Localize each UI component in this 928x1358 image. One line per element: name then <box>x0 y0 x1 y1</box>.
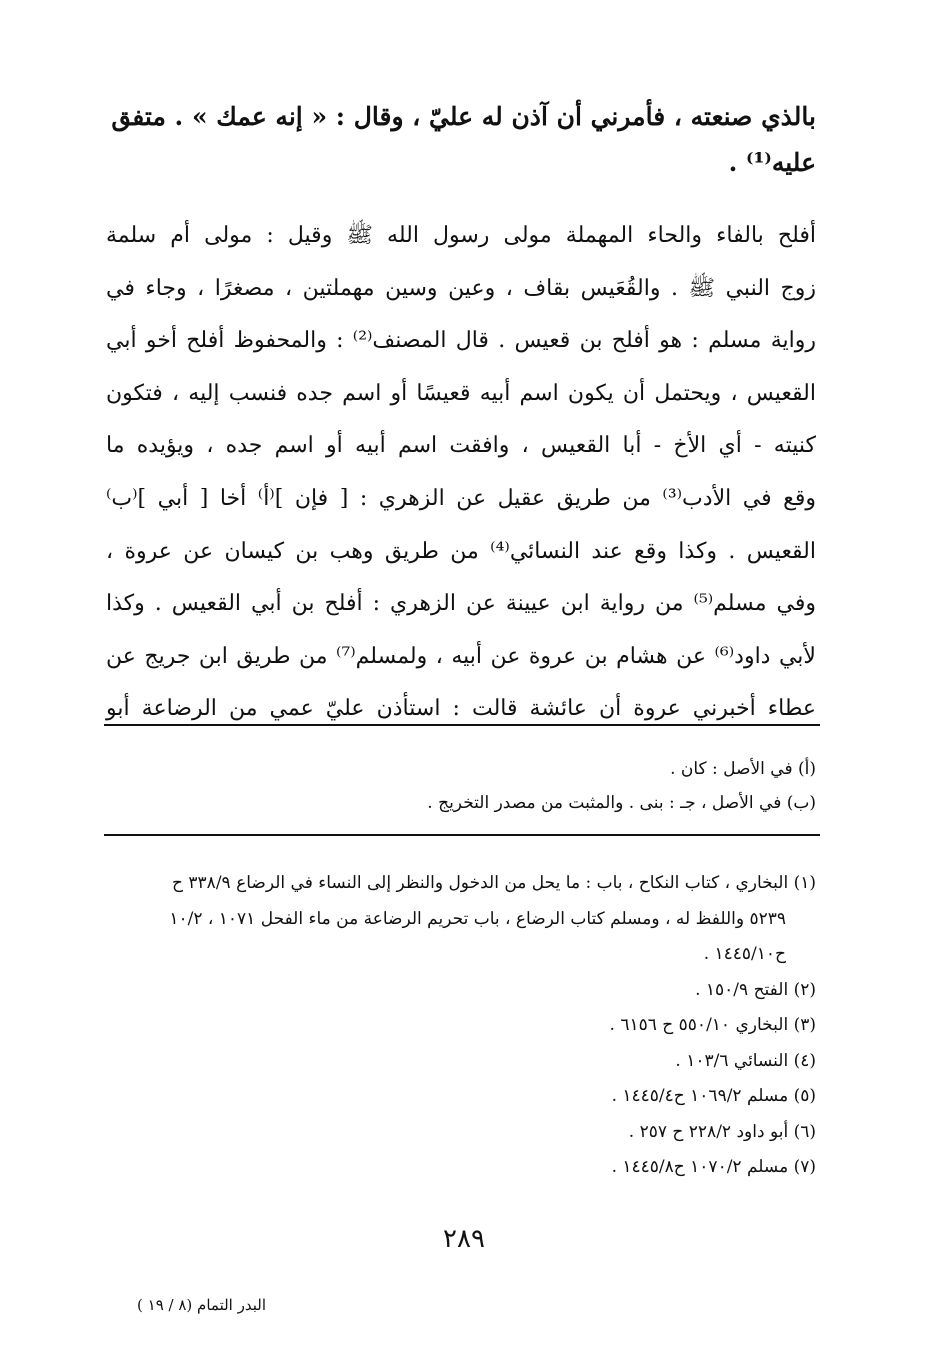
page-number: ٢٨٩ <box>443 1224 485 1254</box>
footnote: (٦) أبو داود ٢٢٨/٢ ح ٢٥٧ . <box>628 1121 816 1142</box>
body-line: القعيس ، ويحتمل أن يكون اسم أبيه قعيسًا أو اسم جده فنسب إليه ، فتكون <box>106 380 816 406</box>
body-line: رواية مسلم : هو أفلح بن قعيس . قال المصنف⁽²⁾ : والمحفوظ أفلح أخو أبي <box>106 328 816 354</box>
body-line: أفلح بالفاء والحاء المهملة مولى رسول الله ﷺ وقيل : مولى أم سلمة <box>106 223 816 248</box>
body-line: كنيته - أي الأخ - أبا القعيس ، وافقت اسم أبيه أو اسم جده ، ويؤيده ما <box>106 433 816 459</box>
footnote-continuation: ح١٤٤٥/١٠ . <box>703 944 786 964</box>
opening-line: بالذي صنعته ، فأمرني أن آذن له عليّ ، وقال : « إنه عمك » . متفق <box>111 102 816 131</box>
footnote: (٥) مسلم ١٠٦٩/٢ ح١٤٤٥/٤ . <box>611 1086 816 1106</box>
editor-notes-divider <box>104 724 820 726</box>
footnotes <box>106 866 816 1186</box>
footnote: (٤) النسائي ١٠٣/٦ . <box>675 1050 816 1071</box>
body-line: لأبي داود⁽⁶⁾ عن هشام بن عروة عن أبيه ، ولمسلم⁽⁷⁾ من طريق ابن جريج عن <box>106 643 816 669</box>
body-line: وقع في الأدب⁽³⁾ من طريق عقيل عن الزهري : [ فإن ]⁽أ⁾ أخا [ أبي ]⁽ب⁾ <box>106 485 816 511</box>
footnote: (١) البخاري ، كتاب النكاح ، باب : ما يحل من الدخول والنظر إلى النساء في الرضاع ٣٣٨/٩ ح <box>172 873 816 893</box>
editor-note: (أ) في الأصل : كان . <box>670 759 816 779</box>
body-line: زوج النبي ﷺ . والقُعَيس بقاف ، وعين وسين مهملتين ، مصغرًا ، وجاء في <box>106 275 816 301</box>
body-line: عطاء أخبرني عروة أن عائشة قالت : استأذن عليّ عمي من الرضاعة أبو <box>106 696 816 722</box>
footnote: (٣) البخاري ٥٥٠/١٠ ح ٦١٥٦ . <box>609 1015 816 1035</box>
opening-line: عليه⁽¹⁾ . <box>728 148 816 177</box>
footnote-continuation: ٥٢٣٩ واللفظ له ، ومسلم كتاب الرضاع ، باب تحريم الرضاعة من ماء الفحل ١٠٧١ ، ١٠/٢ <box>169 908 786 929</box>
footnote: (٧) مسلم ١٠٧٠/٢ ح١٤٤٥/٨ . <box>611 1157 816 1177</box>
footnote: (٢) الفتح ١٥٠/٩ . <box>695 979 816 1000</box>
editor-note: (ب) في الأصل ، جـ : بنى . والمثبت من مصدر التخريج . <box>427 793 816 813</box>
footnotes-divider <box>104 834 820 836</box>
body-line: القعيس . وكذا وقع عند النسائي⁽⁴⁾ من طريق وهب بن كيسان عن عروة ، <box>106 538 817 564</box>
body-line: وفي مسلم⁽⁵⁾ من رواية ابن عيينة عن الزهري : أفلح بن أبي القعيس . وكذا <box>106 591 816 617</box>
opening-passage <box>106 94 816 186</box>
commentary-paragraph <box>106 210 816 736</box>
running-footer: البدر التمام (٨ / ١٩ ) <box>137 1296 266 1314</box>
editor-notes <box>106 752 816 820</box>
